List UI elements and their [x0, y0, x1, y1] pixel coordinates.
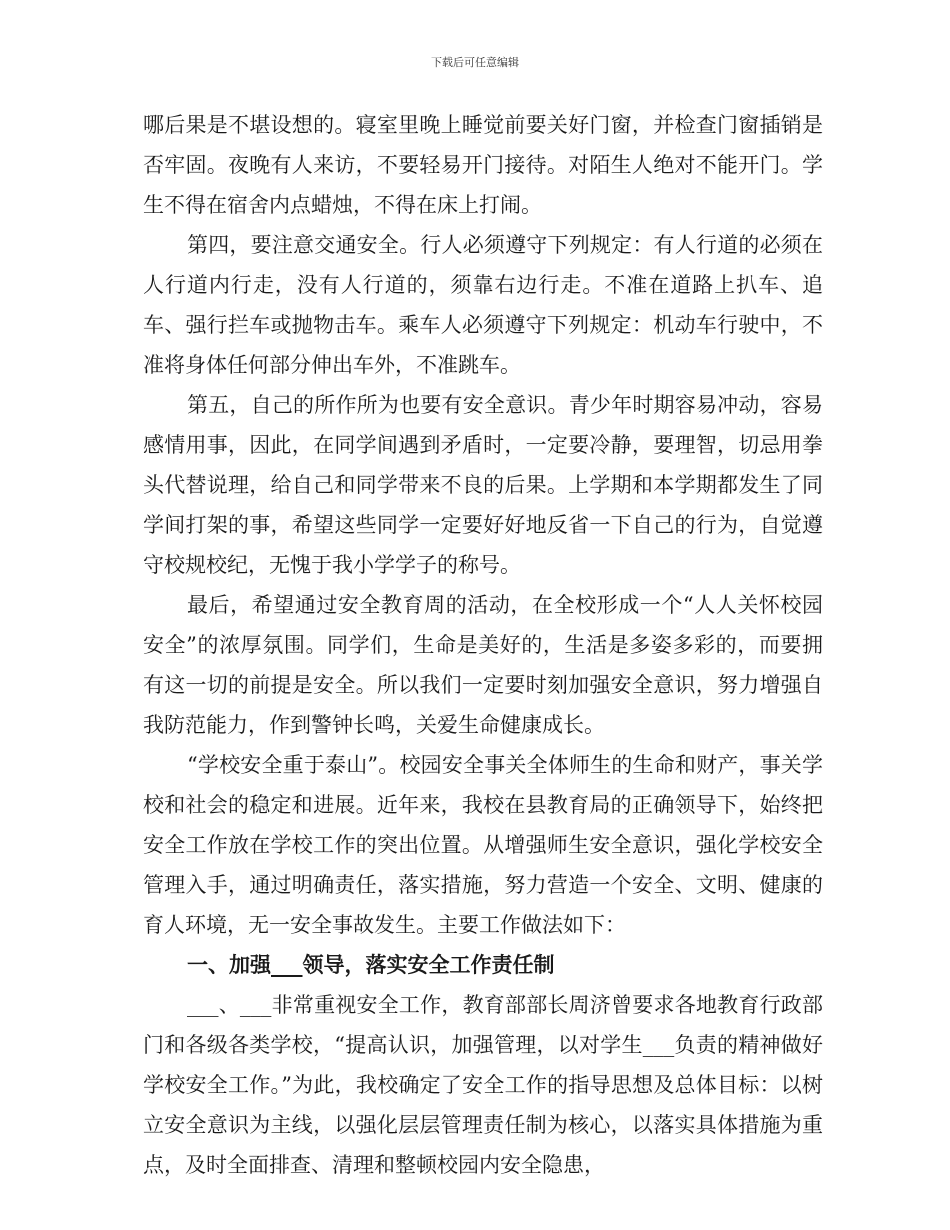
page-header: 下载后可任意编辑	[431, 56, 519, 69]
paragraph-personal-conduct: 第五，自己的所作所为也要有安全意识。青少年时期容易冲动，容易感情用事，因此，在同学间遇到矛盾时，一定要冷静，要理智，切忌用拳头代替说理，给自己和同学带来不良的后果。上学期和本学期都发生了同学间打架的事，希望这些同学一定要好好地反省一下自己的行为，自觉遵守校规校纪，无愧于我小学学子的称号。	[143, 393, 823, 577]
paragraph-traffic-safety: 第四，要注意交通安全。行人必须遵守下列规定：有人行道的必须在人行道内行走，没有人行道的，须靠右边行走。不准在道路上扒车、追车、强行拦车或抛物击车。乘车人必须遵守下列规定：机动车行驶中，不准将身体任何部分伸出车外，不准跳车。	[143, 233, 823, 377]
section-heading: 一、加强___领导，落实安全工作责任制	[187, 953, 555, 977]
paragraph-leadership: ___、___非常重视安全工作，教育部部长周济曾要求各地教育行政部门和各级各类学校，“提高认识，加强管理，以对学生___负责的精神做好学校安全工作。”为此，我校确定了安全工作的指导思想及总体目标：以树立安全意识为主线，以强化层层管理责任制为核心，以落实具体措施为重点，及时全面排查、清理和整顿校园内安全隐患，	[143, 993, 823, 1177]
paragraph-school-safety-intro: “学校安全重于泰山”。校园安全事关全体师生的生命和财产，事关学校和社会的稳定和进展。近年来，我校在县教育局的正确领导下，始终把安全工作放在学校工作的突出位置。从增强师生安全意识，强化学校安全管理入手，通过明确责任，落实措施，努力营造一个安全、文明、健康的育人环境，无一安全事故发生。主要工作做法如下：	[143, 753, 823, 937]
paragraph-dormitory-safety: 哪后果是不堪设想的。寝室里晚上睡觉前要关好门窗，并检查门窗插销是否牢固。夜晚有人来访，不要轻易开门接待。对陌生人绝对不能开门。学生不得在宿舍内点蜡烛，不得在床上打闹。	[143, 113, 823, 217]
document-body	[143, 105, 823, 1185]
paragraph-conclusion: 最后，希望通过安全教育周的活动，在全校形成一个“人人关怀校园安全”的浓厚氛围。同学们，生命是美好的，生活是多姿多彩的，而要拥有这一切的前提是安全。所以我们一定要时刻加强安全意识，努力增强自我防范能力，作到警钟长鸣，关爱生命健康成长。	[143, 593, 823, 737]
